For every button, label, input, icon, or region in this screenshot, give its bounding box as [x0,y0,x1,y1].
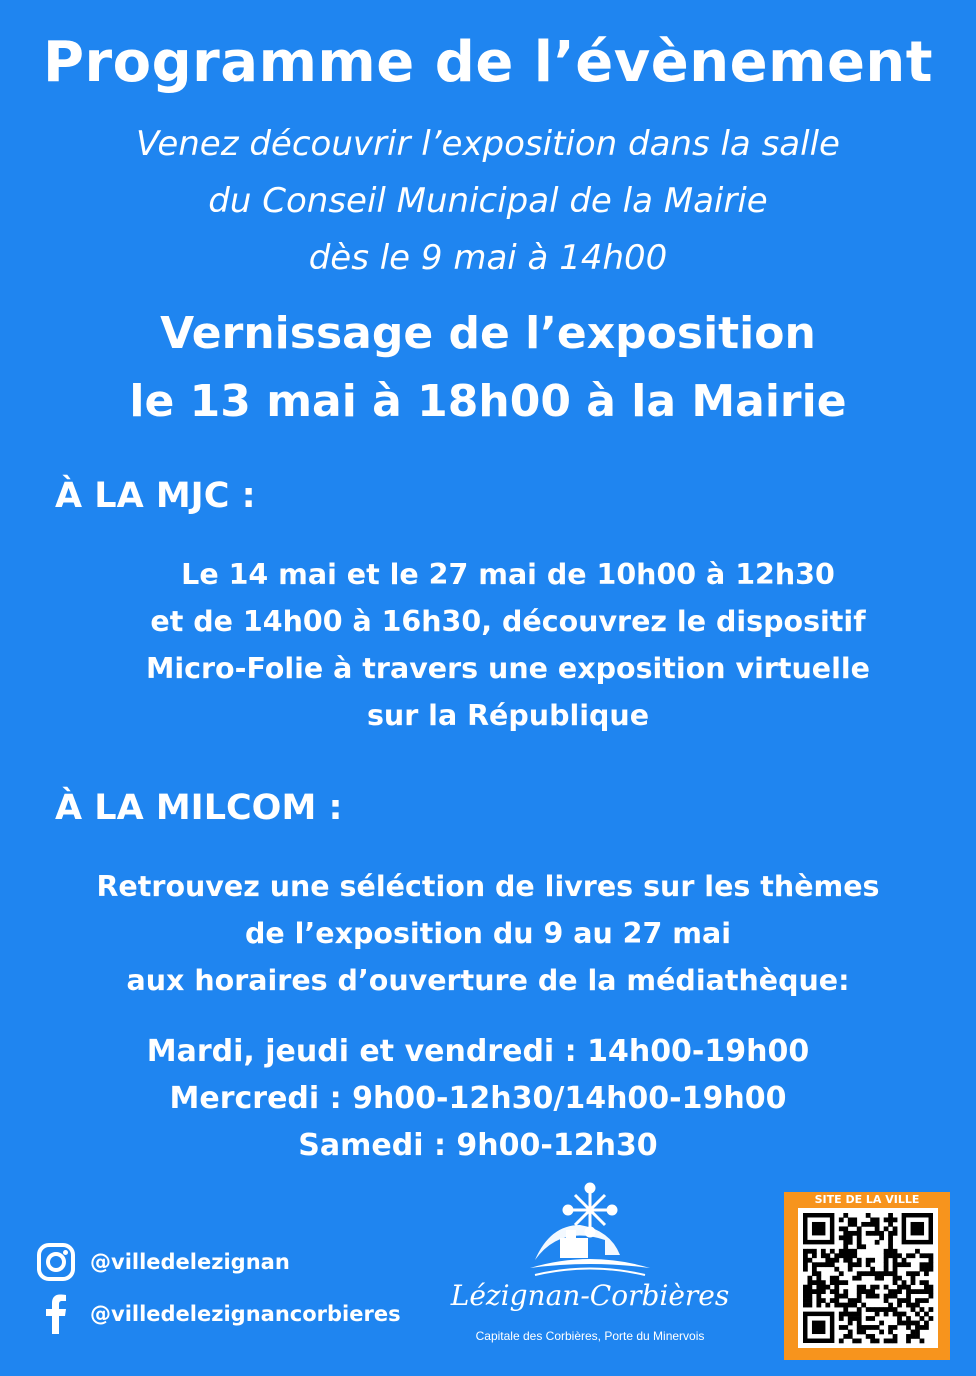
social-links [34,1240,434,1340]
milcom-line: de l’exposition du 9 au 27 mai [245,917,731,950]
hours-line: Samedi : 9h00-12h30 [298,1128,658,1163]
logo-name: Lézignan-Corbières [450,1279,730,1312]
qr-code[interactable] [798,1208,938,1348]
vernissage-line: le 13 mai à 18h00 à la Mairie [129,376,847,427]
intro-text [0,116,976,287]
qr-code-image [798,1208,938,1348]
instagram-handle: @villedelezignan [90,1250,290,1274]
hours-line: Mardi, jeudi et vendredi : 14h00-19h00 [146,1034,810,1069]
mjc-line: Micro-Folie à travers une exposition virtuelle [145,652,871,685]
milcom-heading: À LA MILCOM : [55,788,343,828]
intro-line: dès le 9 mai à 14h00 [308,238,668,278]
vernissage-line: Vernissage de l’exposition [160,308,816,359]
page-title: Programme de l’évènement [42,30,934,95]
city-logo [440,1180,740,1360]
milcom-line: aux horaires d’ouverture de la médiathèque: [126,964,850,997]
instagram-icon [34,1240,78,1284]
logo-tagline: Capitale des Corbières, Porte du Minervois [475,1329,705,1343]
qr-code-frame[interactable] [784,1192,950,1360]
milcom-line: Retrouvez une séléction de livres sur les thèmes [96,870,880,903]
mjc-text [20,551,976,739]
qr-label: SITE DE LA VILLE [814,1193,920,1206]
city-logo-graphic [440,1180,740,1360]
mjc-heading: À LA MJC : [55,476,256,516]
facebook-link[interactable] [34,1292,401,1336]
intro-line: du Conseil Municipal de la Mairie [208,181,768,221]
opening-hours [0,1028,966,1169]
milcom-text [0,863,976,1004]
facebook-icon [34,1292,78,1336]
intro-line: Venez découvrir l’exposition dans la salle [136,124,840,164]
mjc-line: sur la République [366,699,650,732]
hours-line: Mercredi : 9h00-12h30/14h00-19h00 [169,1081,787,1116]
instagram-link[interactable] [34,1240,290,1284]
vernissage-heading [0,300,976,436]
mjc-line: Le 14 mai et le 27 mai de 10h00 à 12h30 [181,558,835,591]
facebook-handle: @villedelezignancorbieres [90,1302,401,1326]
mjc-line: et de 14h00 à 16h30, découvrez le dispositif [150,605,866,638]
